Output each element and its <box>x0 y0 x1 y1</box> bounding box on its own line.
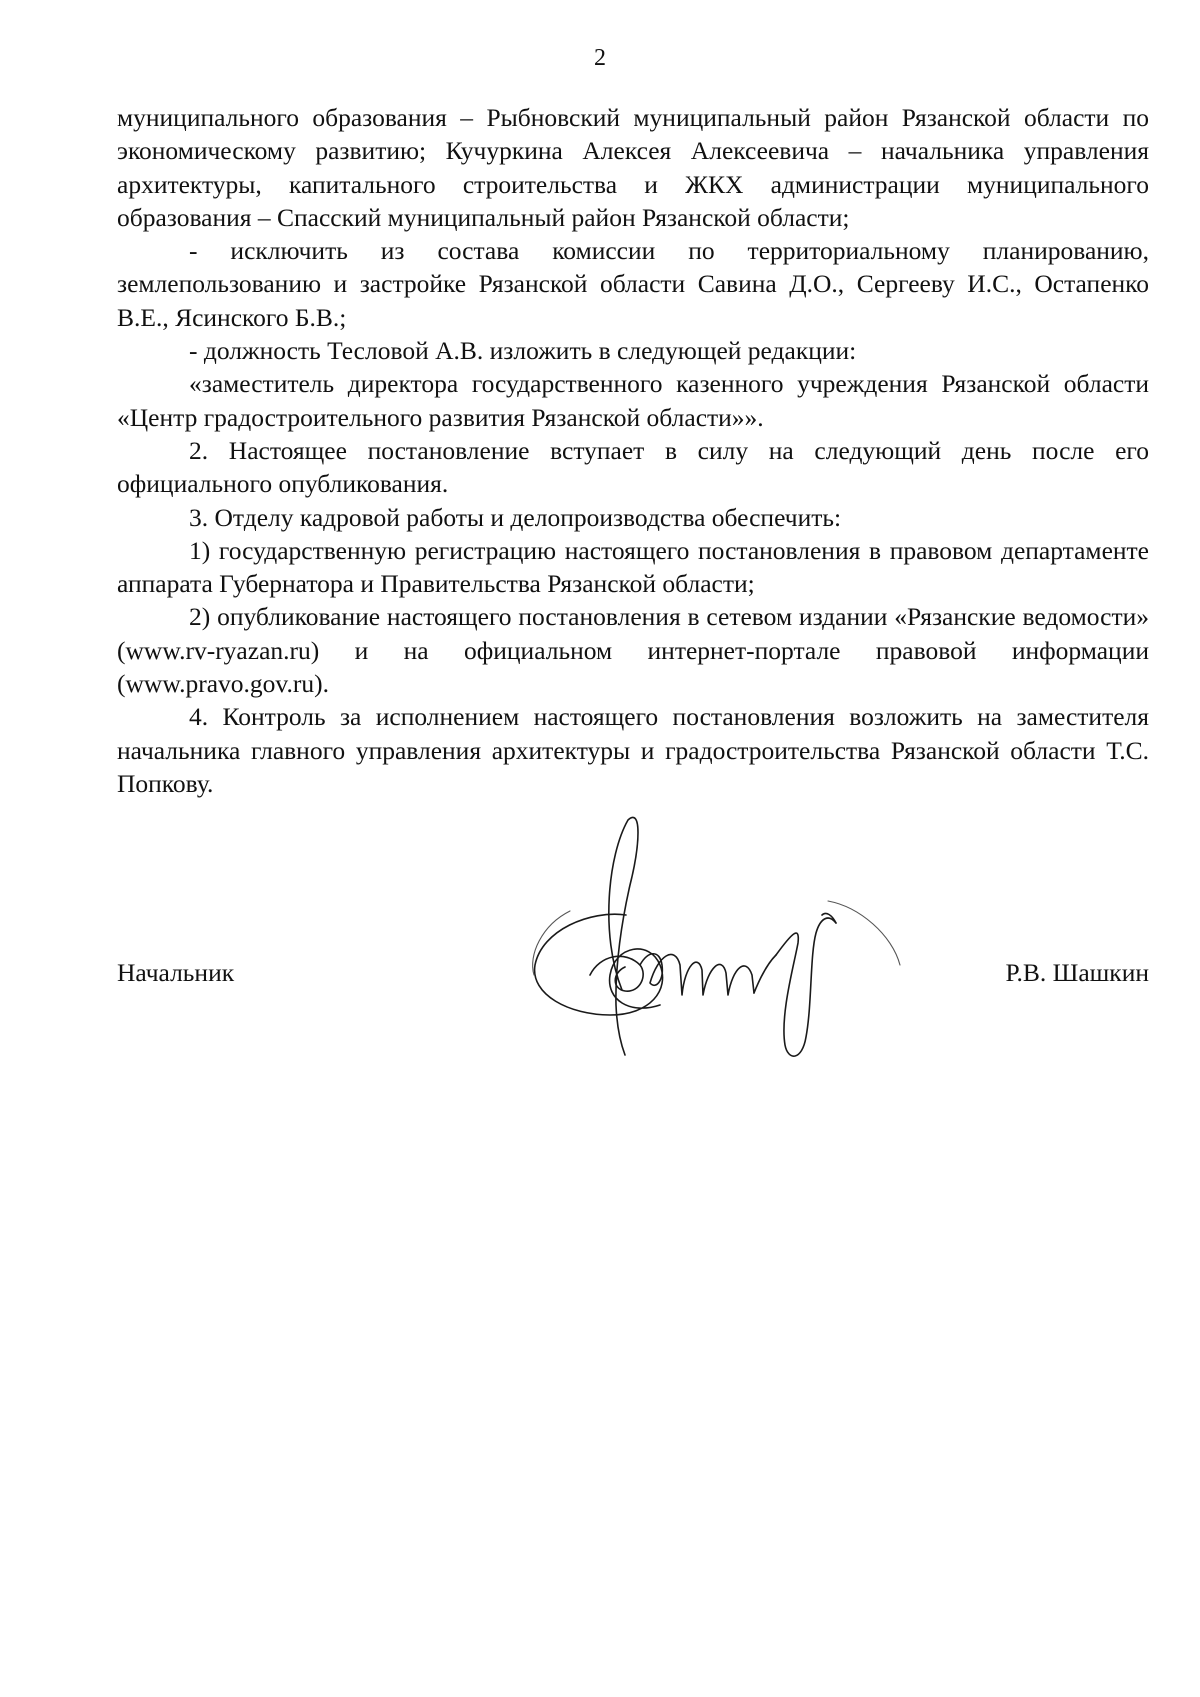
page-number: 2 <box>594 45 606 71</box>
paragraph-item-3-2: 2) опубликование настоящего постановления в сетевом издании «Рязанские ведомости» (www.rv-ryazan.ru) и на официальном интернет-портале правовой информации (www.pravo.gov.ru). <box>117 602 1149 699</box>
signer-position: Начальник <box>117 958 235 987</box>
signer-name: Р.В. Шашкин <box>1005 958 1149 987</box>
paragraph-item-3-1: 1) государственную регистрацию настоящего постановления в правовом департаменте аппарата Губернатора и Правительства Рязанской области; <box>117 535 1149 599</box>
signature-block <box>117 956 1149 990</box>
paragraph-position-change: - должность Тесловой А.В. изложить в следующей редакции: <box>189 336 857 366</box>
paragraph-new-position-text: «заместитель директора государственного казенного учреждения Рязанской области «Центр градостроительного развития Рязанской области»». <box>117 369 1149 432</box>
paragraph-item-2: 2. Настоящее постановление вступает в силу на следующий день после его официального опубликования. <box>117 435 1149 499</box>
document-body <box>117 101 1149 800</box>
paragraph-item-4: 4. Контроль за исполнением настоящего постановления возложить на заместителя начальника главного управления архитектуры и градостроительства Рязанской области Т.С. Попкову. <box>117 702 1149 798</box>
paragraph-exclude-members: - исключить из состава комиссии по территориальному планированию, землепользованию и застройке Рязанской области Савина Д.О., Сергееву И.С., Остапенко В.Е., Ясинского Б.В.; <box>117 236 1149 332</box>
handwritten-signature <box>530 815 925 1065</box>
paragraph-item-3: 3. Отделу кадровой работы и делопроизводства обеспечить: <box>189 502 842 532</box>
paragraph-continuation: муниципального образования – Рыбновский муниципальный район Рязанской области по экономическому развитию; Кучуркина Алексея Алексеевича – начальника управления архитектуры, капитального строительства и ЖКХ администрации муниципального образования – Спасский муниципальный район Рязанской области; <box>117 103 1149 232</box>
